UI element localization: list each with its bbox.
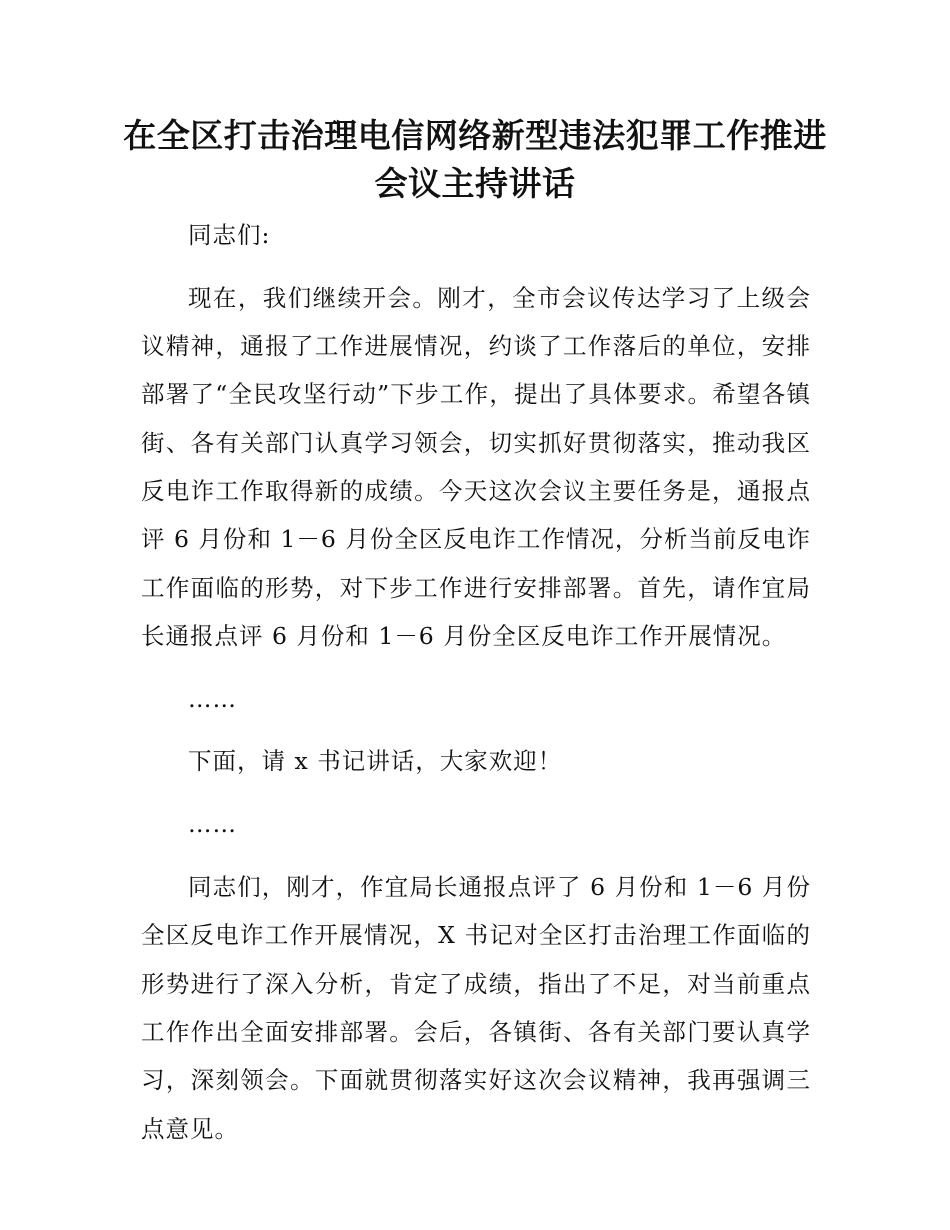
salutation-paragraph: 同志们: — [188, 221, 271, 249]
speaker-introduction-paragraph: 下面，请 x 书记讲话，大家欢迎！ — [188, 747, 563, 776]
document-body — [141, 211, 811, 1167]
ellipsis-paragraph: …… — [188, 684, 237, 713]
closing-paragraph: 同志们，刚才，作宜局长通报点评了 6 月份和 1－6 月份全区反电诈工作开展情况，X 书记对全区打击治理工作面临的形势进行了深入分析，肯定了成绩，指出了不足，对当前重点工作作出全面安排部署。会后，各镇街、各有关部门要认真学习，深刻领会。下面就贯彻落实好这次会议精神，我再强调三点意见。 — [141, 873, 811, 1143]
ellipsis-paragraph: …… — [188, 810, 237, 839]
document-title: 在全区打击治理电信网络新型违法犯罪工作推进会议主持讲话 — [123, 116, 827, 203]
opening-paragraph: 现在，我们继续开会。刚才，全市会议传达学习了上级会议精神，通报了工作进展情况，约谈了工作落后的单位，安排部署了“全民攻坚行动”下步工作，提出了具体要求。希望各镇街、各有关部门认真学习领会，切实抓好贯彻落实，推动我区反电诈工作取得新的成绩。今天这次会议主要任务是，通报点评 6 月份和 1－6 月份全区反电诈工作情况，分析当前反电诈工作面临的形势，对下步工作进行安排部署。首先，请作宜局长通报点评 6 月份和 1－6 月份全区反电诈工作开展情况。 — [141, 283, 811, 650]
